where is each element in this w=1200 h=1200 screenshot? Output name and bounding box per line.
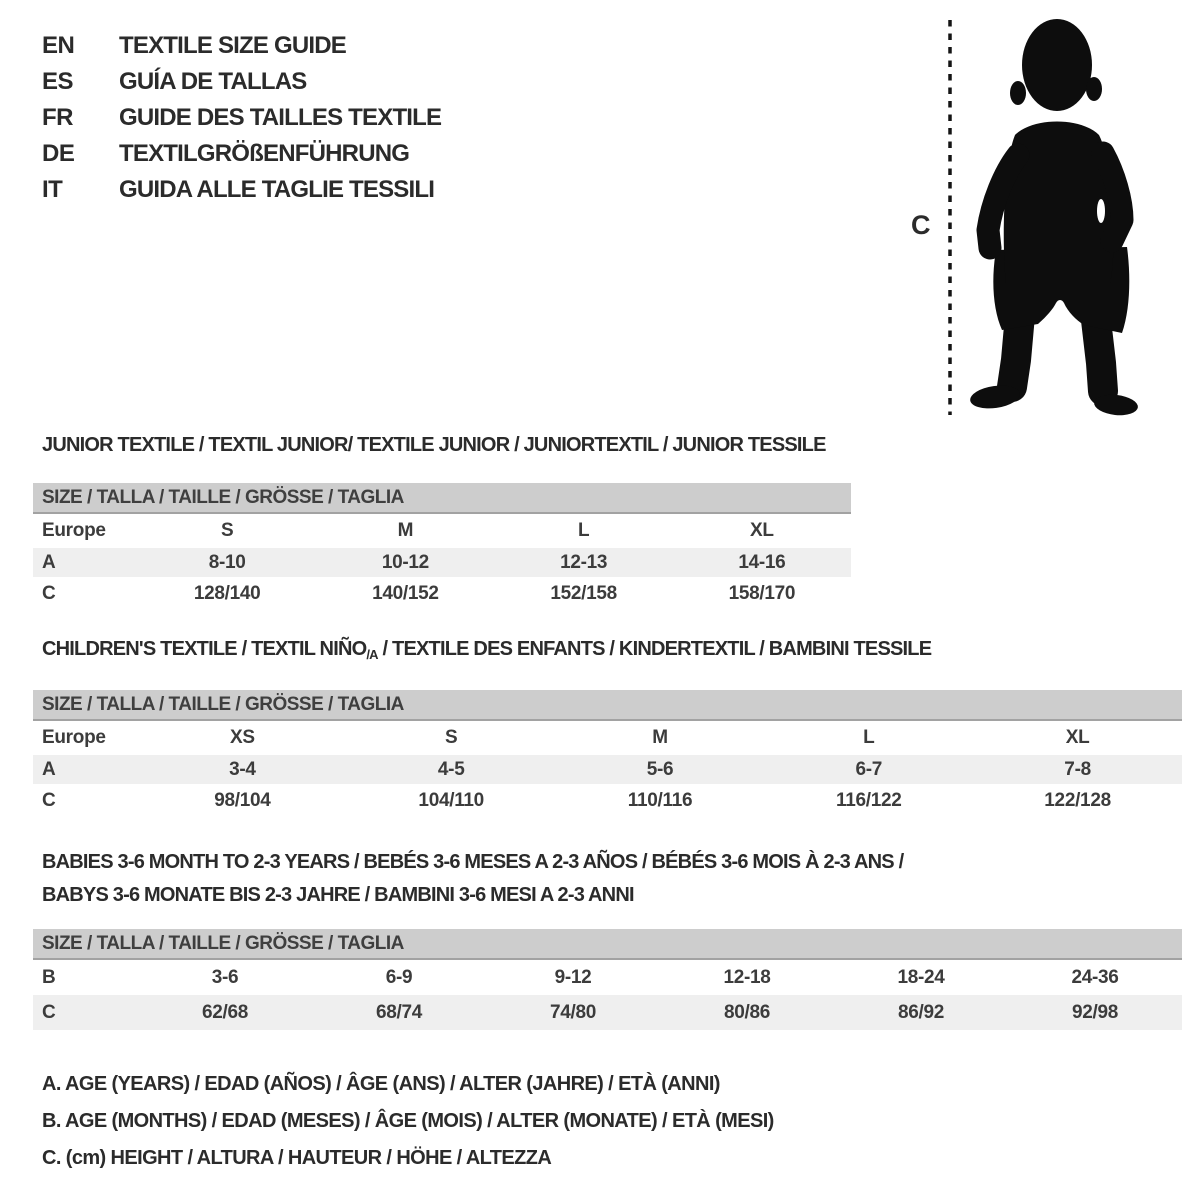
- region-label: Europe: [42, 727, 106, 748]
- table-cell: 6-7: [855, 759, 883, 780]
- language-code: ES: [42, 68, 74, 95]
- table-cell: 12-13: [560, 552, 608, 573]
- table-cell: 98/104: [214, 790, 271, 811]
- table-cell: 10-12: [381, 552, 429, 573]
- language-row-fr: [42, 100, 441, 136]
- table-cell: 152/158: [550, 583, 617, 604]
- table-cell: 4-5: [437, 759, 465, 780]
- children-section-title: [42, 638, 931, 662]
- size-column: XS: [230, 727, 255, 748]
- table-cell: 12-18: [723, 967, 771, 988]
- table-cell: 3-4: [229, 759, 256, 780]
- legend-line-b: B. AGE (MONTHS) / EDAD (MESES) / ÂGE (MOIS) / ALTER (MONATE) / ETÀ (MESI): [42, 1110, 774, 1132]
- table-cell: 9-12: [554, 967, 592, 988]
- size-header-bar: SIZE / TALLA / TAILLE / GRÖSSE / TAGLIA: [33, 690, 1182, 721]
- language-code: FR: [42, 104, 73, 131]
- children-row-height: [33, 784, 1182, 817]
- junior-header-row: [33, 514, 851, 548]
- table-cell: 74/80: [549, 1002, 597, 1023]
- height-measure-label: C: [911, 210, 931, 240]
- row-label: C: [42, 790, 56, 811]
- row-label: B: [42, 967, 56, 988]
- table-cell: 3-6: [211, 967, 239, 988]
- children-row-age: [33, 755, 1182, 784]
- table-cell: 24-36: [1071, 967, 1119, 988]
- head: [1022, 19, 1092, 111]
- size-column: L: [577, 520, 590, 541]
- junior-row-height: [33, 577, 851, 610]
- language-row-it: [42, 172, 441, 208]
- row-label: C: [42, 583, 56, 604]
- legend-line-c: C. (cm) HEIGHT / ALTURA / HAUTEUR / HÖHE / ALTEZZA: [42, 1147, 552, 1169]
- size-column: XL: [1065, 727, 1090, 748]
- babies-row-height: [33, 995, 1182, 1030]
- table-cell: 110/116: [627, 790, 693, 811]
- babies-row-months: [33, 960, 1182, 995]
- table-cell: 14-16: [738, 552, 786, 573]
- row-label: C: [42, 1002, 56, 1023]
- table-cell: 158/170: [728, 583, 796, 604]
- junior-row-age: [33, 548, 851, 577]
- language-title: GUIDA ALLE TAGLIE TESSILI: [119, 176, 435, 203]
- table-cell: 128/140: [193, 583, 261, 604]
- size-column: S: [445, 727, 458, 748]
- toddler-silhouette: [969, 19, 1139, 417]
- toddler-silhouette-figure: [900, 15, 1160, 420]
- junior-section-title: JUNIOR TEXTILE / TEXTIL JUNIOR/ TEXTILE JUNIOR / JUNIORTEXTIL / JUNIOR TESSILE: [42, 434, 826, 456]
- table-cell: 80/86: [723, 1002, 771, 1023]
- table-cell: 6-9: [385, 967, 413, 988]
- babies-size-table: [33, 929, 1182, 1030]
- row-label: A: [42, 552, 56, 573]
- table-cell: 7-8: [1064, 759, 1091, 780]
- region-label: Europe: [42, 520, 106, 541]
- right-leg: [1096, 320, 1103, 391]
- size-column: M: [397, 520, 414, 541]
- size-header-bar: SIZE / TALLA / TAILLE / GRÖSSE / TAGLIA: [33, 929, 1182, 960]
- table-cell: 8-10: [208, 552, 246, 573]
- right-hand-gap: [1097, 199, 1105, 223]
- table-cell: 104/110: [418, 790, 484, 811]
- language-code: DE: [42, 140, 75, 167]
- language-title: TEXTILGRÖßENFÜHRUNG: [119, 140, 410, 167]
- language-row-es: [42, 64, 441, 100]
- size-column: S: [220, 520, 234, 541]
- table-cell: 62/68: [201, 1002, 249, 1023]
- table-cell: 86/92: [897, 1002, 945, 1023]
- left-ear: [1010, 81, 1026, 105]
- babies-title-line2: BABYS 3-6 MONATE BIS 2-3 JAHRE / BAMBINI 3-6 MESI A 2-3 ANNI: [42, 884, 634, 906]
- children-title-main: CHILDREN'S TEXTILE / TEXTIL NIÑO: [42, 638, 367, 660]
- language-row-de: [42, 136, 441, 172]
- children-title-rest: / TEXTILE DES ENFANTS / KINDERTEXTIL / BAMBINI TESSILE: [377, 638, 932, 660]
- table-cell: 122/128: [1044, 790, 1111, 811]
- children-title-subscript: /A: [366, 647, 378, 662]
- babies-section-title: [42, 846, 903, 912]
- legend: [42, 1066, 774, 1177]
- legend-line-a: A. AGE (YEARS) / EDAD (AÑOS) / ÂGE (ANS) / ALTER (JAHRE) / ETÀ (ANNI): [42, 1073, 720, 1095]
- right-ear: [1086, 77, 1102, 101]
- table-cell: 68/74: [375, 1002, 423, 1023]
- junior-size-table: [33, 483, 851, 610]
- row-label: A: [42, 759, 56, 780]
- language-code: EN: [42, 32, 75, 59]
- table-cell: 140/152: [372, 583, 439, 604]
- language-title: GUIDE DES TAILLES TEXTILE: [119, 104, 442, 131]
- children-size-table: [33, 690, 1182, 817]
- language-title: GUÍA DE TALLAS: [119, 68, 307, 95]
- language-row-en: [42, 28, 441, 64]
- size-header-bar: SIZE / TALLA / TAILLE / GRÖSSE / TAGLIA: [33, 483, 851, 514]
- size-column: XL: [750, 520, 774, 541]
- size-column: L: [863, 727, 875, 748]
- language-title-list: [42, 28, 441, 208]
- language-title: TEXTILE SIZE GUIDE: [119, 32, 346, 59]
- language-code: IT: [42, 176, 63, 203]
- babies-title-line1: BABIES 3-6 MONTH TO 2-3 YEARS / BEBÉS 3-6 MESES A 2-3 AÑOS / BÉBÉS 3-6 MOIS À 2-3 ANS /: [42, 851, 904, 873]
- table-cell: 5-6: [646, 759, 674, 780]
- children-header-row: [33, 721, 1182, 755]
- table-cell: 116/122: [836, 790, 902, 811]
- table-cell: 18-24: [897, 967, 945, 988]
- size-column: M: [652, 727, 668, 748]
- table-cell: 92/98: [1071, 1002, 1119, 1023]
